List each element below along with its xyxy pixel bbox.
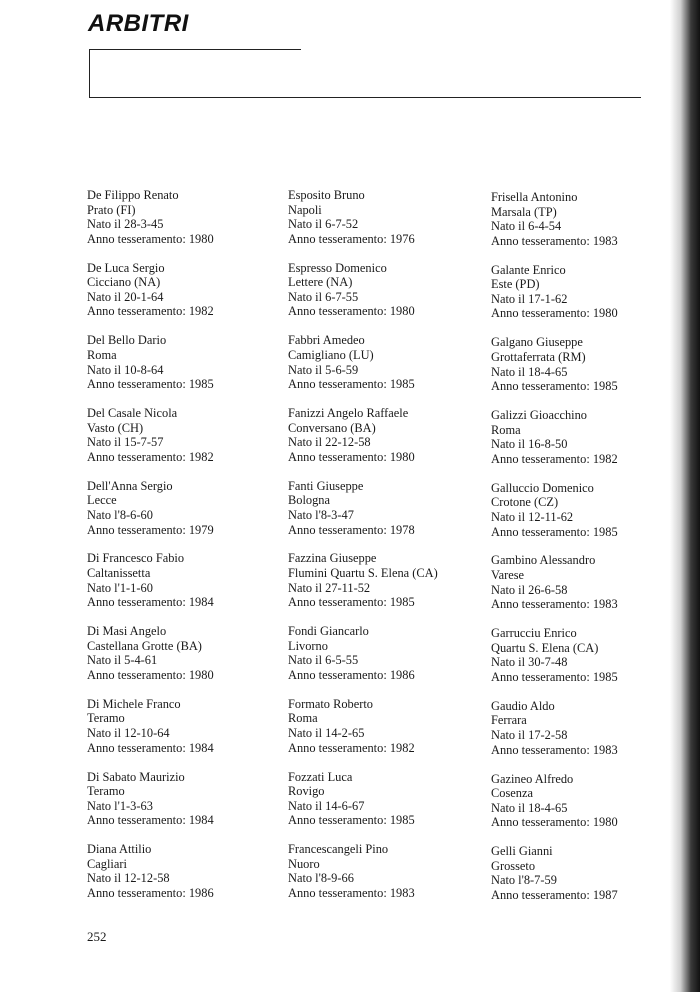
- referee-entry: [87, 551, 287, 624]
- referee-registration-year: Anno tesseramento: 1985: [288, 813, 415, 828]
- referee-entry: [491, 481, 691, 554]
- referee-entry: [491, 844, 691, 917]
- referee-place: Cagliari: [87, 856, 127, 871]
- referee-name: Diana Attilio: [87, 842, 152, 857]
- referee-place: Castellana Grotte (BA): [87, 638, 202, 653]
- referee-name: Dell'Anna Sergio: [87, 478, 173, 493]
- referee-name: Di Michele Franco: [87, 696, 181, 711]
- referee-column-1: [87, 188, 287, 915]
- referee-registration-year: Anno tesseramento: 1980: [288, 449, 415, 464]
- referee-entry: [288, 406, 488, 479]
- referee-entry: [491, 263, 691, 336]
- referee-name: Garrucciu Enrico: [491, 626, 577, 641]
- referee-birth-date: Nato l'1-3-63: [87, 798, 153, 813]
- referee-name: Galgano Giuseppe: [491, 335, 583, 350]
- referee-entry: [491, 772, 691, 845]
- referee-registration-year: Anno tesseramento: 1983: [491, 233, 618, 248]
- referee-column-3: [491, 190, 691, 917]
- referee-registration-year: Anno tesseramento: 1980: [87, 667, 214, 682]
- referee-entry: [288, 842, 488, 915]
- referee-registration-year: Anno tesseramento: 1985: [491, 379, 618, 394]
- referee-birth-date: Nato il 5-4-61: [87, 653, 158, 668]
- header-rule-left: [89, 49, 90, 98]
- referee-place: Crotone (CZ): [491, 495, 559, 510]
- referee-registration-year: Anno tesseramento: 1982: [87, 304, 214, 319]
- referee-registration-year: Anno tesseramento: 1978: [288, 522, 415, 537]
- referee-entry: [491, 553, 691, 626]
- referee-entry: [288, 261, 488, 334]
- referee-place: Quartu S. Elena (CA): [491, 640, 599, 655]
- referee-name: Fabbri Amedeo: [288, 333, 365, 348]
- referee-birth-date: Nato il 12-10-64: [87, 726, 170, 740]
- referee-name: Fozzati Luca: [288, 769, 353, 784]
- referee-entry: [87, 697, 287, 770]
- referee-place: Cosenza: [491, 786, 533, 801]
- referee-entry: [87, 624, 287, 697]
- referee-registration-year: Anno tesseramento: 1980: [491, 306, 618, 321]
- referee-registration-year: Anno tesseramento: 1984: [87, 813, 214, 828]
- referee-place: Ferrara: [491, 713, 527, 728]
- referee-entry: [288, 770, 488, 843]
- referee-place: Roma: [491, 422, 521, 437]
- referee-place: Marsala (TP): [491, 204, 557, 219]
- referee-birth-date: Nato il 17-1-62: [491, 291, 568, 306]
- referee-birth-date: Nato il 12-11-62: [491, 509, 574, 524]
- referee-place: Bologna: [288, 493, 330, 508]
- referee-entry: [87, 770, 287, 843]
- referee-column-2: [288, 188, 488, 915]
- referee-entry: [491, 699, 691, 772]
- referee-name: Frisella Antonino: [491, 190, 578, 204]
- referee-registration-year: Anno tesseramento: 1976: [288, 231, 415, 246]
- referee-birth-date: Nato il 20-1-64: [87, 289, 164, 304]
- page-title: ARBITRI: [88, 10, 189, 37]
- referee-name: Francescangeli Pino: [288, 842, 389, 857]
- referee-entry: [288, 479, 488, 552]
- referee-place: Caltanissetta: [87, 566, 151, 581]
- referee-name: Del Bello Dario: [87, 333, 167, 348]
- referee-registration-year: Anno tesseramento: 1984: [87, 595, 214, 610]
- referee-name: De Luca Sergio: [87, 260, 165, 275]
- referee-registration-year: Anno tesseramento: 1986: [87, 885, 214, 900]
- referee-name: Gelli Gianni: [491, 844, 553, 859]
- referee-birth-date: Nato il 18-4-65: [491, 800, 568, 815]
- referee-birth-date: Nato il 28-3-45: [87, 217, 164, 232]
- referee-name: Del Casale Nicola: [87, 406, 178, 421]
- header-rule-bottom: [89, 97, 641, 98]
- referee-place: Roma: [87, 347, 117, 362]
- referee-place: Lettere (NA): [288, 275, 353, 290]
- referee-birth-date: Nato il 6-5-55: [288, 653, 359, 668]
- referee-registration-year: Anno tesseramento: 1983: [491, 742, 618, 757]
- referee-entry: [491, 626, 691, 699]
- referee-name: Galante Enrico: [491, 262, 566, 277]
- referee-place: Vasto (CH): [87, 420, 144, 435]
- referee-registration-year: Anno tesseramento: 1985: [87, 377, 214, 392]
- referee-registration-year: Anno tesseramento: 1987: [491, 887, 618, 902]
- referee-birth-date: Nato il 10-8-64: [87, 362, 164, 377]
- referee-registration-year: Anno tesseramento: 1980: [288, 304, 415, 319]
- referee-name: Fanti Giuseppe: [288, 478, 364, 493]
- referee-place: Grosseto: [491, 858, 536, 873]
- referee-name: Esposito Bruno: [288, 188, 365, 202]
- referee-name: Di Masi Angelo: [87, 624, 167, 639]
- referee-birth-date: Nato il 5-6-59: [288, 362, 359, 377]
- page-number: 252: [87, 929, 107, 944]
- referee-name: Fazzina Giuseppe: [288, 551, 377, 566]
- referee-place: Flumini Quartu S. Elena (CA): [288, 566, 438, 581]
- referee-name: Gazineo Alfredo: [491, 771, 574, 786]
- referee-registration-year: Anno tesseramento: 1985: [491, 669, 618, 684]
- referee-birth-date: Nato l'8-6-60: [87, 507, 153, 522]
- referee-registration-year: Anno tesseramento: 1982: [87, 449, 214, 464]
- referee-entry: [288, 551, 488, 624]
- header-rule-top: [89, 49, 301, 50]
- referee-entry: [288, 188, 488, 261]
- referee-birth-date: Nato il 27-11-52: [288, 580, 371, 595]
- referee-entry: [87, 842, 287, 915]
- referee-registration-year: Anno tesseramento: 1982: [288, 740, 415, 755]
- referee-birth-date: Nato il 6-7-55: [288, 289, 359, 304]
- referee-name: Galizzi Gioacchino: [491, 408, 587, 423]
- referee-entry: [288, 697, 488, 770]
- referee-name: Gaudio Aldo: [491, 698, 555, 713]
- referee-birth-date: Nato il 6-4-54: [491, 219, 562, 234]
- referee-place: Prato (FI): [87, 202, 136, 217]
- referee-name: Fanizzi Angelo Raffaele: [288, 406, 409, 421]
- referee-name: Espresso Domenico: [288, 260, 387, 275]
- referee-birth-date: Nato il 22-12-58: [288, 435, 371, 450]
- referee-registration-year: Anno tesseramento: 1980: [491, 815, 618, 830]
- referee-birth-date: Nato l'1-1-60: [87, 580, 153, 595]
- referee-registration-year: Anno tesseramento: 1983: [491, 597, 618, 612]
- referee-birth-date: Nato l'8-3-47: [288, 507, 354, 522]
- referee-registration-year: Anno tesseramento: 1979: [87, 522, 214, 537]
- referee-place: Grottaferrata (RM): [491, 349, 586, 364]
- referee-entry: [491, 190, 691, 263]
- referee-entry: [87, 406, 287, 479]
- referee-registration-year: Anno tesseramento: 1983: [288, 885, 415, 900]
- referee-place: Livorno: [288, 638, 328, 653]
- referee-place: Cicciano (NA): [87, 275, 161, 290]
- referee-place: Roma: [288, 711, 318, 726]
- referee-birth-date: Nato il 26-6-58: [491, 582, 568, 597]
- referee-registration-year: Anno tesseramento: 1980: [87, 231, 214, 246]
- referee-entry: [288, 624, 488, 697]
- referee-registration-year: Anno tesseramento: 1986: [288, 667, 415, 682]
- referee-place: Teramo: [87, 711, 125, 726]
- referee-place: Conversano (BA): [288, 420, 376, 435]
- referee-place: Teramo: [87, 784, 125, 799]
- referee-registration-year: Anno tesseramento: 1984: [87, 740, 214, 755]
- referee-place: Este (PD): [491, 277, 540, 292]
- referee-name: De Filippo Renato: [87, 188, 179, 202]
- referee-birth-date: Nato il 14-6-67: [288, 798, 365, 813]
- referee-entry: [87, 261, 287, 334]
- referee-birth-date: Nato il 18-4-65: [491, 364, 568, 379]
- referee-registration-year: Anno tesseramento: 1982: [491, 451, 618, 466]
- referee-name: Galluccio Domenico: [491, 480, 594, 495]
- referee-birth-date: Nato il 15-7-57: [87, 435, 164, 450]
- referee-birth-date: Nato il 6-7-52: [288, 217, 359, 232]
- referee-entry: [87, 479, 287, 552]
- referee-registration-year: Anno tesseramento: 1985: [288, 595, 415, 610]
- referee-place: Varese: [491, 568, 525, 583]
- referee-place: Camigliano (LU): [288, 347, 374, 362]
- scan-binding-edge: [670, 0, 700, 992]
- referee-birth-date: Nato il 14-2-65: [288, 726, 365, 740]
- referee-birth-date: Nato il 12-12-58: [87, 871, 170, 886]
- referee-birth-date: Nato l'8-9-66: [288, 871, 354, 886]
- referee-place: Nuoro: [288, 856, 320, 871]
- referee-entry: [288, 333, 488, 406]
- referee-name: Formato Roberto: [288, 696, 374, 711]
- referee-name: Di Francesco Fabio: [87, 551, 185, 566]
- referee-registration-year: Anno tesseramento: 1985: [491, 524, 618, 539]
- referee-entry: [87, 333, 287, 406]
- referee-birth-date: Nato l'8-7-59: [491, 873, 557, 888]
- referee-place: Rovigo: [288, 784, 325, 799]
- referee-birth-date: Nato il 16-8-50: [491, 437, 568, 452]
- referee-registration-year: Anno tesseramento: 1985: [288, 377, 415, 392]
- referee-place: Napoli: [288, 202, 322, 217]
- referee-name: Di Sabato Maurizio: [87, 769, 185, 784]
- referee-birth-date: Nato il 30-7-48: [491, 655, 568, 670]
- referee-name: Gambino Alessandro: [491, 553, 596, 568]
- referee-entry: [87, 188, 287, 261]
- referee-name: Fondi Giancarlo: [288, 624, 369, 639]
- referee-place: Lecce: [87, 493, 117, 508]
- referee-entry: [491, 335, 691, 408]
- referee-birth-date: Nato il 17-2-58: [491, 728, 568, 742]
- referee-entry: [491, 408, 691, 481]
